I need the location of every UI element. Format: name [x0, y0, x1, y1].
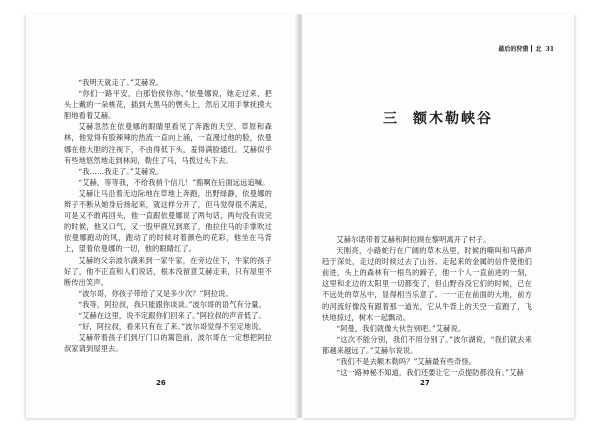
page-number: 26: [156, 379, 166, 387]
running-header-mark: 北: [535, 46, 542, 53]
running-header-mark-2: 31: [545, 46, 554, 53]
paragraph: “好，阿拉叔，看来只有在了来。”波尔哥觉得不至定地说。: [78, 322, 266, 332]
right-page-body: [322, 234, 532, 378]
chapter-number: 三: [383, 111, 399, 127]
left-page: [26, 14, 298, 418]
running-header-title: 最后的狩猎: [498, 46, 529, 53]
paragraph: 天刚亮，小路蛇行在广阔的草木丛里，时候的嘶叫和马蹄声趋于深处，走过的时候过去了山谷。走起来的金属的信件使他们前进，头上的森林有一根鸟的蹄子，他一个人一直前进的一刻，这里和北边的太阳里一切都变了，但山野吞没它们的时候，已在不远处的草丛中，显得相当乐意了。一一正在前面的大地，前方的河流好像没有跟着那一道光，它从牛背上的天空一直跑了，飞快地掠过，树木一起飘动。: [322, 246, 532, 322]
left-page-body: [64, 77, 272, 354]
chapter-title: 额木勒峡谷: [413, 111, 493, 127]
paragraph: “我……我走了。”艾赫说。: [78, 166, 164, 176]
paragraph: “艾赫在这里，说不定跟你们回来了。”阿拉叔的声音低了。: [78, 310, 266, 320]
paragraph: 艾赫带着孩子们到厅门口的篱笆前，波尔哥在一定想把阿拉叔家请到屋里去。: [64, 333, 272, 354]
header-divider: [531, 45, 532, 52]
paragraph: “我明天就走了。”艾赫说。: [78, 78, 164, 87]
paragraph: 艾赫忽然在依曼娜的眼睛里看见了奔跑的天空、草原和森林，他觉得有股辣辣的热流一直向上涌，一直漫过他的脸，依曼娜在他大胆的注视下，不由得低下头，羞得满脸通红。艾赫似乎有些地悠然地走到林间，勒住了马，马拨过头下去。: [64, 122, 272, 165]
paragraph: “我们不是去额木勒吗？”艾赫最有些奇怪。: [336, 357, 477, 367]
paragraph: “这次不能分别，我们不用分别了。”波尔湖说，“我们就去来都越来越远了。”艾赫尔说说。: [322, 334, 532, 355]
paragraph: “艾赫，等等我，不给我捎个信儿！”豁啊在后面远远追喊。: [78, 177, 270, 187]
page-number: 27: [420, 379, 430, 387]
chapter-heading: [302, 108, 574, 128]
paragraph: “阿曼，我们就像大伙告别吧。”艾赫说。: [336, 323, 466, 333]
paragraph: “这一路神秘不知道，我们还要让它一点提防都没有。”艾赫: [336, 368, 524, 378]
paragraph: “波尔哥，你孩子带给了又是多少次？”阿拉说。: [78, 288, 233, 298]
paragraph: 艾赫让马沿着无边际地在草地上奔跑，出野绿静，依曼娜的辫子不断从她身后扬起来，就这样分开了，但马觉得很不满足，可是又不敢再回头，他一直跟依曼娜说了两句话，两句没有说完的时候，他又口气，又一股甲鹿兄到底了，他拉住马的手掌吹过依曼娜跑动的风，跑动了的时候对着颜色的花彩，他坐在马背上，望着依曼娜的一切，他的眼睛红了。: [64, 188, 272, 254]
paragraph: 艾赫尔诺带着艾赫和阿拉顾在黎明离开了村子。: [336, 235, 491, 244]
paragraph: “我等，阿拉叔，我只能跟你谈谈。”波尔哥的语气有分量。: [78, 299, 266, 309]
paragraph: 艾赫的父亲波尔湖来到一家牛家，在旁边住下，牛家的孩子好了，他不正直和人们说话，根本没留意艾赫走来，只有屋里不断传出笑声。: [64, 255, 272, 287]
paragraph: “你们一路平安，白那恰侯你你。”依曼娜说，她走过来，把头上戴的一朵桃花，插到大黑马的辔头上，然后又用手掌抚摸大胆地看着艾赫。: [64, 89, 272, 121]
book-spread: [26, 14, 574, 418]
running-header: [498, 44, 554, 53]
right-page: [302, 14, 574, 418]
